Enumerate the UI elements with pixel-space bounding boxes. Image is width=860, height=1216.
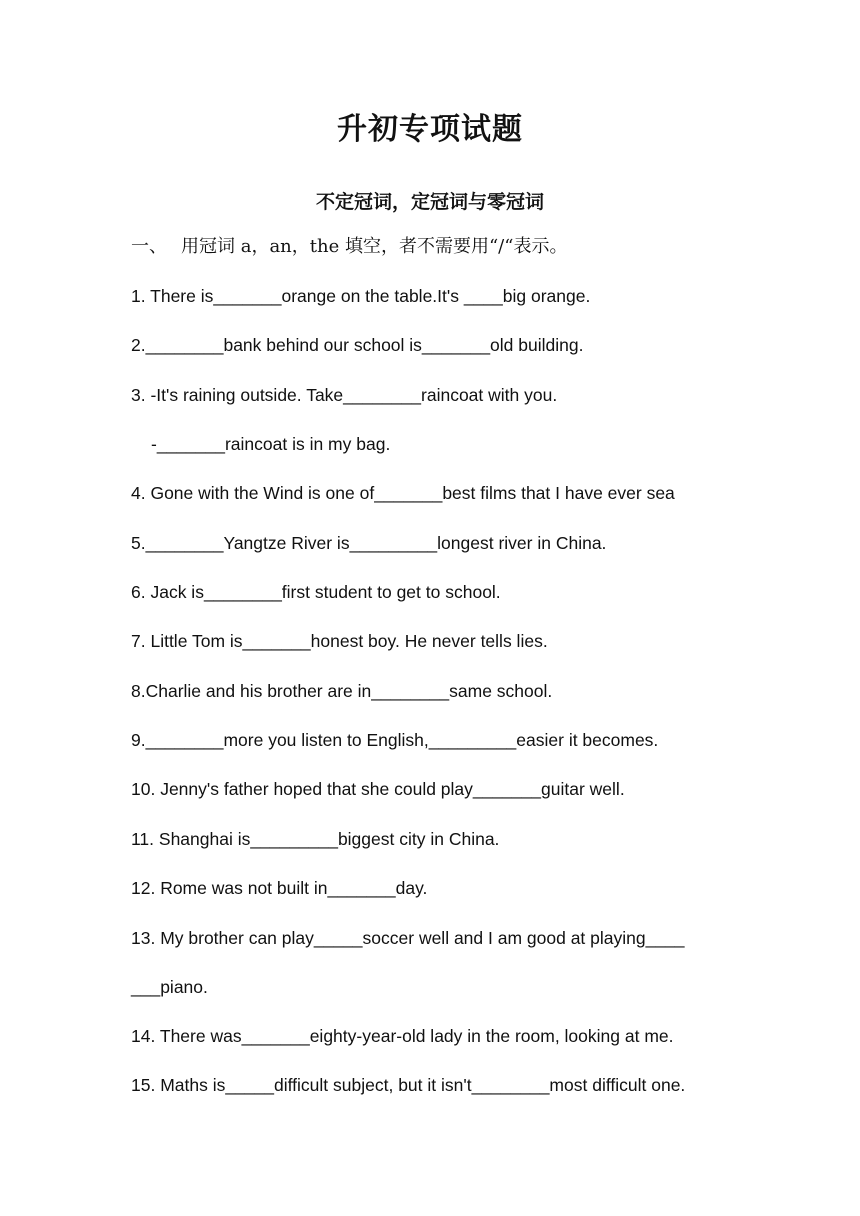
question-12: 12. Rome was not built in_______day.: [131, 878, 428, 898]
question-11: 11. Shanghai is_________biggest city in China.: [131, 829, 500, 849]
question-3: 3. -It's raining outside. Take________raincoat with you.: [131, 385, 558, 405]
question-2: 2.________bank behind our school is_______old building.: [131, 335, 584, 355]
question-15: 15. Maths is_____difficult subject, but it isn't________most difficult one.: [131, 1075, 686, 1095]
instruction-text: 用冠词 a，an，the 填空，者不需要用“/“表示。: [181, 236, 568, 257]
question-13: 13. My brother can play_____soccer well and I am good at playing____: [131, 928, 685, 948]
question-7: 7. Little Tom is_______honest boy. He never tells lies.: [131, 631, 548, 651]
question-9: 9.________more you listen to English,_________easier it becomes.: [131, 730, 659, 750]
question-8: 8.Charlie and his brother are in________same school.: [131, 681, 553, 701]
question-1: 1. There is_______orange on the table.It's ____big orange.: [131, 286, 591, 306]
question-6: 6. Jack is________first student to get to school.: [131, 582, 501, 602]
page-title: 升初专项试题: [337, 112, 523, 147]
question-4: 4. Gone with the Wind is one of_______best films that I have ever sea: [131, 483, 675, 503]
section-instruction: [131, 232, 567, 258]
question-10: 10. Jenny's father hoped that she could play_______guitar well.: [131, 779, 625, 799]
page-subtitle: 不定冠词，定冠词与零冠词: [315, 191, 544, 213]
question-5: 5.________Yangtze River is_________longest river in China.: [131, 533, 607, 553]
question-13-continued: ___piano.: [131, 977, 208, 997]
question-3-reply: -_______raincoat is in my bag.: [151, 434, 391, 454]
question-14: 14. There was_______eighty-year-old lady in the room, looking at me.: [131, 1026, 674, 1046]
section-number: 一、: [131, 236, 167, 257]
